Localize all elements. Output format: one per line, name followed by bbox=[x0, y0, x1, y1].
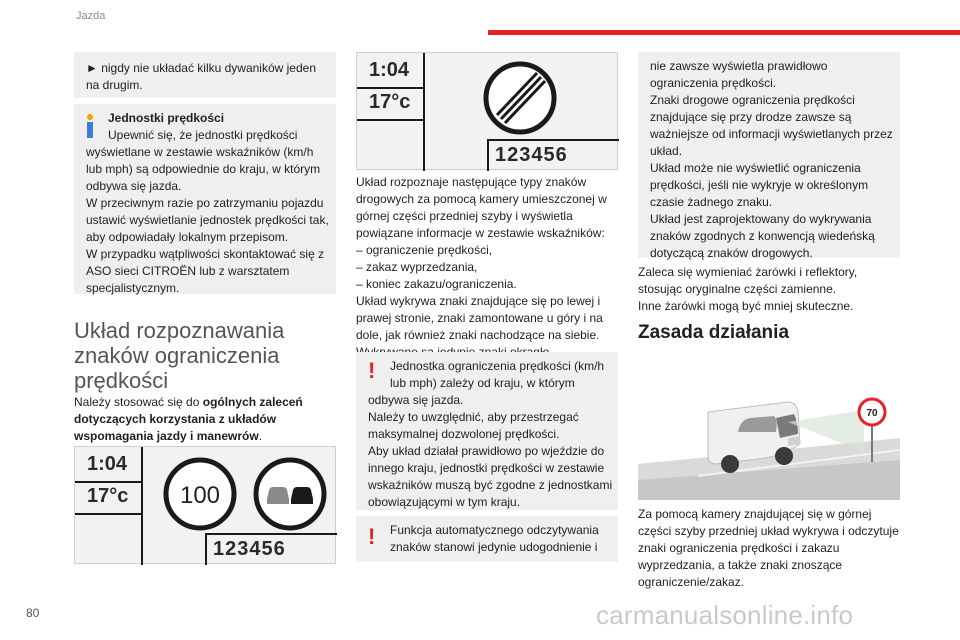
intro-pre: Należy stosować się do bbox=[74, 395, 203, 409]
header-accent-bar bbox=[488, 30, 960, 35]
odometer-readout: 123456 bbox=[495, 144, 568, 166]
note-continuation bbox=[638, 52, 900, 258]
speed-limit-sign-icon bbox=[163, 457, 237, 531]
recognition-body: Układ rozpoznaje następujące typy znaków drogowych za pomocą kamery umieszczonej w górnej części przedniej szyby i wyświetla powiązane informacje w zestawie wskaźników: – ograniczenie prędkości, – zakaz wyprzedzania, – koniec zakazu/ograniczenia. Układ wykrywa znaki znajdujące się po lewej i prawej stronie, znaki zamontowane u góry i na dole, jak również znaki nachodzące na siebie. bbox=[356, 175, 607, 342]
warning-line-1: Funkcja automatycznego odczytywania bbox=[390, 523, 599, 537]
clock-readout: 1:04 bbox=[87, 453, 128, 475]
road-sign-value: 70 bbox=[866, 408, 878, 419]
odometer-readout: 123456 bbox=[213, 538, 286, 560]
info-icon bbox=[86, 114, 94, 138]
bulbs-paragraph: Zaleca się wymieniać żarówki i reflektory, stosując oryginalne części zamienne. Inne żarówki mogą być mniej skuteczne. bbox=[638, 265, 858, 313]
end-of-restriction-sign-icon bbox=[483, 61, 557, 135]
warning-exclamation-icon: ! bbox=[368, 358, 376, 383]
intro-paragraph bbox=[74, 394, 336, 445]
operating-principle-body: Za pomocą kamery znajdującej się w górnej części szyby przedniej układ wykrywa i odczytuje znaki ograniczenia prędkości i zakazu wyprzedzania, a także znaki znoszące ograniczenie/zakaz. bbox=[638, 507, 899, 589]
warning-body: odbywa się jazda. Należy to uwzględnić, aby przestrzegać maksymalnej dozwolonej prędkości. Aby układ działał prawidłowo po wjeździe do innego kraju, jednostki prędkości w zestawie wskaźników muszą być zgodne z jednostkami obowiązującymi w tym kraju. bbox=[368, 393, 613, 509]
warning-line-2: znaków stanowi jedynie udogodnienie i bbox=[390, 540, 598, 554]
intro-bold: ogólnych zaleceń dotyczących korzystania z układów wspomagania jazdy i manewrów bbox=[74, 395, 303, 443]
speed-limit-value: 100 bbox=[179, 482, 221, 509]
watermark: carmanualsonline.info bbox=[596, 600, 854, 630]
temperature-readout: 17°c bbox=[87, 485, 129, 507]
note-continuation-body: nie zawsze wyświetla prawidłowo ograniczenia prędkości. Znaki drogowe ograniczenia prędkości znajdujące się przy drodze zawsze są ważniejsze od informacji wyświetlanych przez układ. Układ może nie wyświetlić ograniczenia prędkości, jeśli nie wykryje w określonym czasie żadnego znaku. Układ jest zaprojektowany do wykrywania znaków zgodnych z konwencją wiedeńską dotyczącą znaków drogowych. bbox=[650, 59, 893, 260]
van-road-illustration bbox=[638, 372, 900, 500]
intro-post: . bbox=[258, 429, 263, 443]
note-body: wyświetlane w zestawie wskaźników (km/h lub mph) są odpowiednie do kraju, w którym odbywa się jazda. W przeciwnym razie po zatrzymaniu pojazdu ustawić wyświetlanie jednostek prędkości tak, aby odpowiadały lokalnym przepisom. W przypadku wątpliwości skontaktować się z ASO sieci CITROËN lub z warsztatem specjalistycznym. bbox=[86, 145, 329, 295]
warning-note-auto-reading bbox=[356, 516, 618, 562]
bullet-text: ► nigdy nie układać kilku dywaników jeden na drugim. bbox=[86, 61, 317, 92]
temperature-readout: 17°c bbox=[369, 91, 411, 113]
cluster-display-end-restriction bbox=[356, 52, 618, 170]
warning-exclamation-icon: ! bbox=[368, 524, 376, 549]
info-note-units bbox=[74, 104, 336, 294]
page-number: 80 bbox=[26, 606, 40, 620]
note-title: Jednostki prędkości bbox=[108, 111, 225, 125]
warning-line-2: lub mph) zależy od kraju, w którym bbox=[390, 376, 575, 390]
bullet-box bbox=[74, 52, 336, 98]
warning-line-1: Jednostka ograniczenia prędkości (km/h bbox=[390, 359, 605, 373]
running-header: Jazda bbox=[76, 10, 106, 22]
warning-note-units bbox=[356, 352, 618, 510]
cluster-display-speed bbox=[74, 446, 336, 564]
no-overtaking-sign-icon bbox=[253, 457, 327, 531]
note-first-line: Upewnić się, że jednostki prędkości bbox=[108, 128, 298, 142]
section-title: Układ rozpoznawania znaków ograniczenia prędkości bbox=[74, 318, 285, 393]
subtitle-operating-principle: Zasada działania bbox=[638, 322, 790, 343]
clock-readout: 1:04 bbox=[369, 59, 410, 81]
